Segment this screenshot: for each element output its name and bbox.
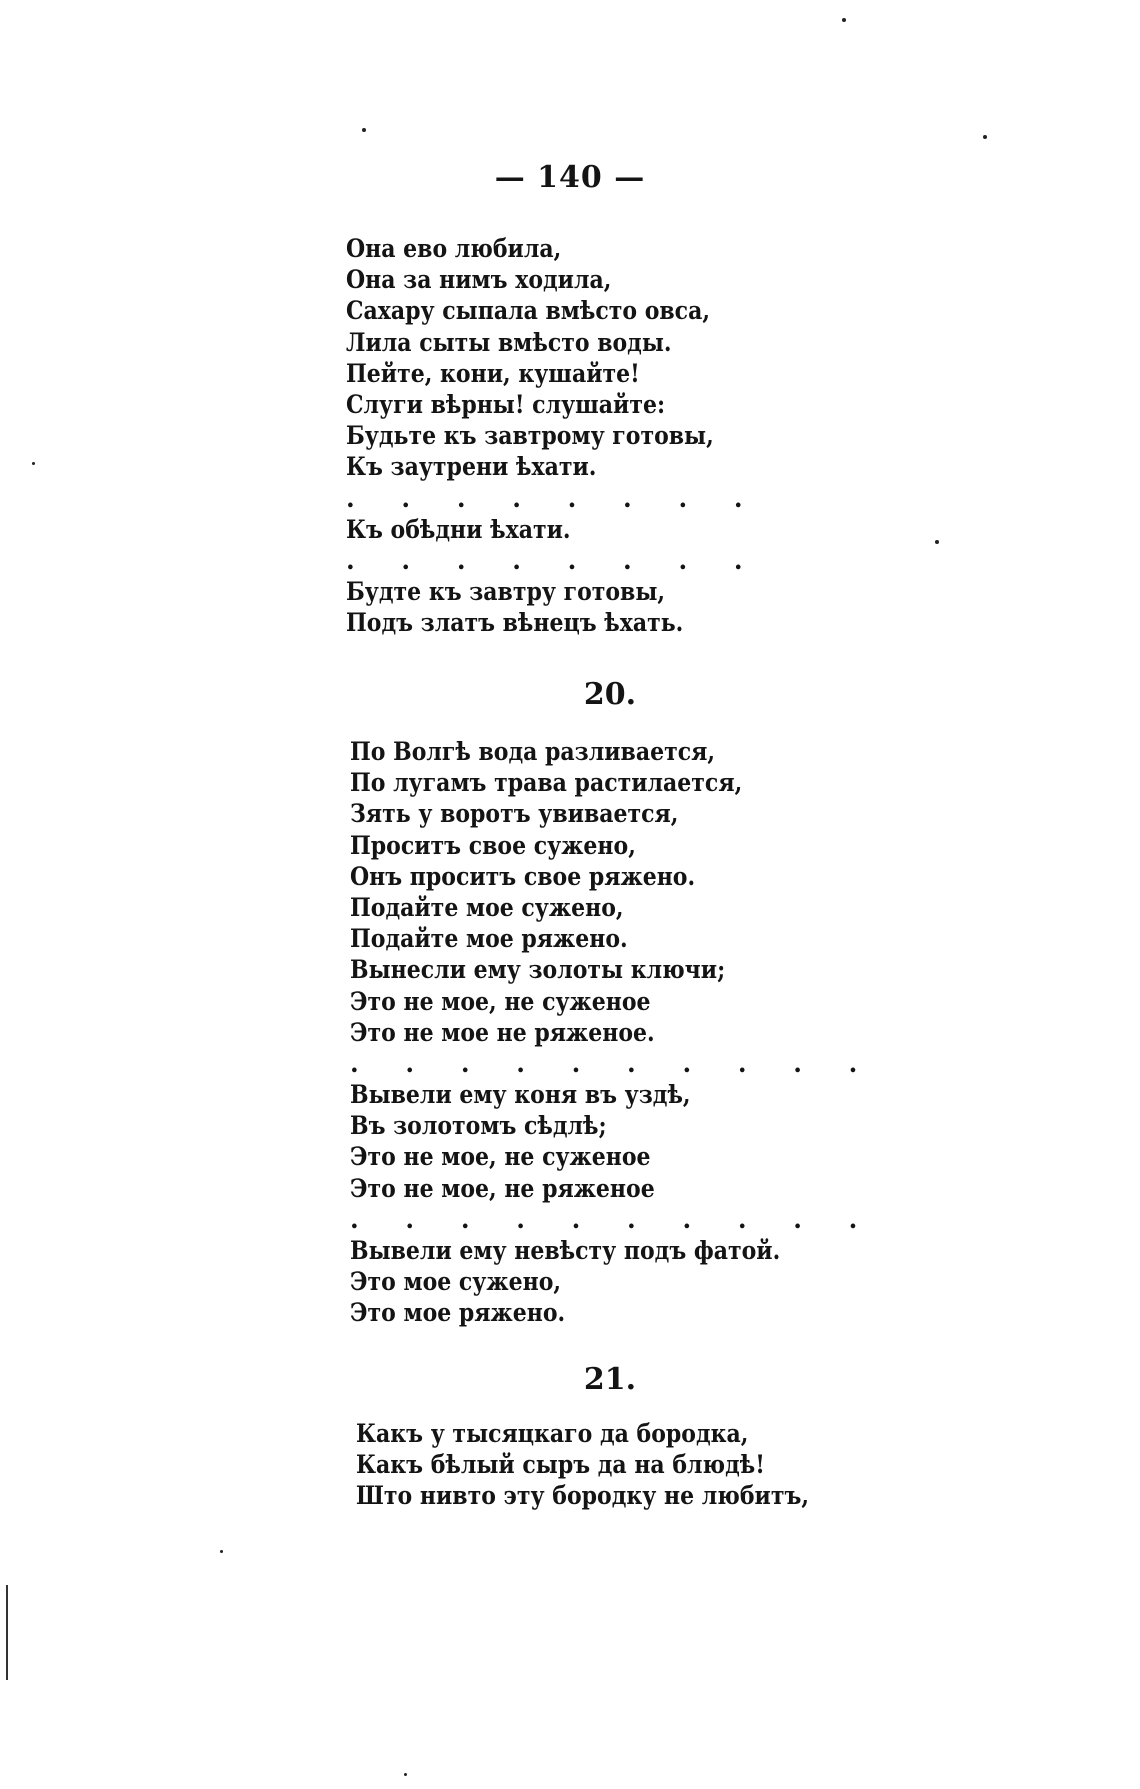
verse-line: Къ обѣдни ѣхати. — [346, 514, 571, 544]
verse-line: Она ево любила, — [346, 234, 562, 263]
verse-line: Это мое сужено, — [350, 1267, 562, 1297]
verse-line: Вынесли ему золоты ключи; — [350, 955, 726, 985]
verse-line: Онъ проситъ свое ряжено. — [350, 861, 696, 891]
verse-line: Это не мое, не суженое — [350, 986, 651, 1016]
verse-line: Это не мое, не ряженое — [350, 1173, 655, 1203]
scan-speck — [935, 540, 939, 544]
verse-line: Вывели ему коня въ уздѣ, — [350, 1080, 691, 1110]
scan-speck — [32, 462, 35, 465]
verse-line: Пейте, кони, кушайте! — [346, 358, 640, 388]
verse-line: Подъ златъ вѣнецъ ѣхать. — [346, 608, 684, 638]
verse-line: Што нивто эту бородку не любитъ, — [356, 1481, 809, 1511]
ellipsis-dots: . . . . . . . . — [346, 483, 762, 513]
song-21-text — [356, 1418, 871, 1512]
song-number-20: 20. — [583, 677, 637, 712]
verse-line: Будте къ завтру готовы, — [346, 577, 666, 607]
scan-speck — [404, 1773, 407, 1776]
verse-line: Лила сыты вмѣсто воды. — [346, 327, 672, 357]
scan-speck — [842, 18, 846, 22]
verse-line: Она за нимъ ходила, — [346, 265, 612, 295]
verse-line: По лугамъ трава растилается, — [350, 768, 743, 798]
scan-speck — [220, 1550, 223, 1553]
verse-line: Сахару сыпала вмѣсто овса, — [346, 296, 710, 326]
page-number: — 140 — — [494, 160, 646, 195]
verse-line: Вывели ему невѣсту подъ фатой. — [350, 1236, 781, 1265]
verse-line: Это не мое, не суженое — [350, 1142, 651, 1172]
verse-line: Это мое ряжено. — [350, 1298, 566, 1328]
verse-line: Къ заутрени ѣхати. — [346, 452, 597, 482]
verse-line: Будьте къ завтрому готовы, — [346, 421, 714, 451]
verse-line: Это не мое не ряженое. — [350, 1017, 655, 1047]
verse-line: Зять у воротъ увивается, — [350, 799, 679, 829]
verse-line: Проситъ свое сужено, — [350, 830, 636, 860]
verse-line: Подайте мое сужено, — [350, 892, 624, 922]
verse-line: Подайте мое ряжено. — [350, 924, 628, 954]
verse-line: По Волгѣ вода разливается, — [350, 737, 716, 766]
verse-line: Какъ у тысяцкаго да бородка, — [356, 1419, 749, 1448]
scan-speck — [983, 135, 987, 139]
stanza-1 — [346, 233, 764, 638]
ellipsis-dots: . . . . . . . . — [346, 545, 762, 575]
song-20-text — [350, 736, 876, 1329]
verse-line: Въ золотомъ сѣдлѣ; — [350, 1111, 607, 1141]
verse-line: Слуги вѣрны! слушайте: — [346, 389, 666, 419]
song-number-21: 21. — [583, 1362, 637, 1397]
verse-line: Какъ бѣлый сыръ да на блюдѣ! — [356, 1450, 765, 1480]
ellipsis-dots: . . . . . . . . . . — [350, 1048, 877, 1078]
scan-edge-line — [6, 1585, 8, 1680]
scan-speck — [362, 128, 366, 132]
ellipsis-dots: . . . . . . . . . . — [350, 1204, 877, 1234]
